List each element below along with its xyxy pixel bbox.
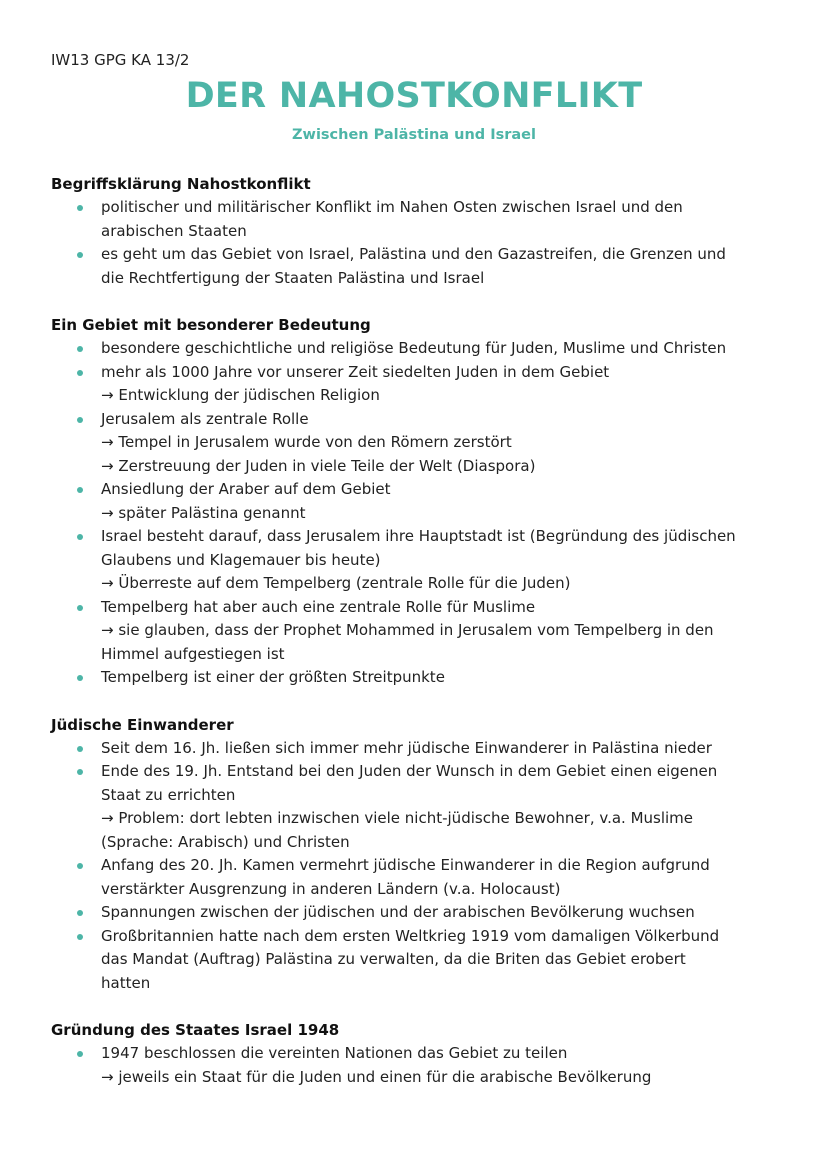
list-item-line: → Entwicklung der jüdischen Religion	[101, 386, 380, 404]
list-item	[51, 196, 791, 243]
list-item-line: Tempelberg ist einer der größten Streitpunkte	[101, 668, 445, 686]
list-item-line: die Rechtfertigung der Staaten Palästina und Israel	[101, 268, 485, 287]
list-item-line: das Mandat (Auftrag) Palästina zu verwalten, da die Briten das Gebiet erobert	[101, 950, 686, 968]
bullet-list	[51, 737, 791, 996]
list-item	[51, 737, 791, 761]
section-besondere-bedeutung	[51, 313, 791, 690]
content	[51, 172, 791, 1112]
list-item-line: → später Palästina genannt	[101, 503, 306, 522]
list-item-line: (Sprache: Arabisch) und Christen	[101, 832, 350, 851]
list-item-line: Ansiedlung der Araber auf dem Gebiet	[101, 480, 391, 498]
list-item-line: Seit dem 16. Jh. ließen sich immer mehr jüdische Einwanderer in Palästina nieder	[101, 738, 712, 757]
list-item-line: hatten	[101, 973, 151, 992]
section-heading: Gründung des Staates Israel 1948	[51, 1021, 340, 1039]
list-item-line: besondere geschichtliche und religiöse Bedeutung für Juden, Muslime und Christen	[101, 339, 727, 357]
list-item	[51, 408, 791, 479]
section-begriffsklaerung	[51, 172, 791, 290]
list-item	[51, 666, 791, 690]
list-item	[51, 596, 791, 667]
list-item	[51, 478, 791, 525]
list-item-line: Himmel aufgestiegen ist	[101, 644, 285, 663]
list-item-line: Ende des 19. Jh. Entstand bei den Juden der Wunsch in dem Gebiet einen eigenen	[101, 762, 718, 780]
list-item-line: Israel besteht darauf, dass Jerusalem ihre Hauptstadt ist (Begründung des jüdischen	[101, 527, 736, 545]
list-item-line: es geht um das Gebiet von Israel, Palästina und den Gazastreifen, die Grenzen und	[101, 245, 726, 263]
list-item	[51, 1042, 791, 1089]
course-code: IW13 GPG KA 13/2	[51, 51, 190, 69]
bullet-list	[51, 196, 791, 290]
list-item	[51, 760, 791, 854]
list-item-line: Großbritannien hatte nach dem ersten Weltkrieg 1919 vom damaligen Völkerbund	[101, 926, 720, 945]
list-item-line: → Tempel in Jerusalem wurde von den Römern zerstört	[101, 433, 512, 451]
list-item-line: → Überreste auf dem Tempelberg (zentrale Rolle für die Juden)	[101, 574, 571, 592]
page-title: DER NAHOSTKONFLIKT	[185, 76, 643, 116]
list-item	[51, 925, 791, 996]
list-item-line: → Problem: dort lebten inzwischen viele nicht-jüdische Bewohner, v.a. Muslime	[101, 809, 694, 827]
list-item-line: → jeweils ein Staat für die Juden und einen für die arabische Bevölkerung	[101, 1067, 652, 1086]
bullet-list	[51, 1042, 791, 1089]
list-item	[51, 525, 791, 596]
list-item	[51, 337, 791, 361]
list-item-line: Spannungen zwischen der jüdischen und der arabischen Bevölkerung wuchsen	[101, 903, 695, 921]
list-item-line: → sie glauben, dass der Prophet Mohammed in Jerusalem vom Tempelberg in den	[101, 621, 714, 639]
list-item	[51, 901, 791, 925]
section-juedische-einwanderer	[51, 713, 791, 996]
page-subtitle: Zwischen Palästina und Israel	[292, 127, 536, 143]
list-item-line: Tempelberg hat aber auch eine zentrale Rolle für Muslime	[101, 597, 536, 616]
section-heading: Begriffsklärung Nahostkonflikt	[51, 175, 311, 193]
section-heading: Ein Gebiet mit besonderer Bedeutung	[51, 316, 371, 334]
list-item-line: Glaubens und Klagemauer bis heute)	[101, 550, 381, 569]
list-item-line: Staat zu errichten	[101, 785, 236, 804]
list-item-line: verstärkter Ausgrenzung in anderen Ländern (v.a. Holocaust)	[101, 879, 561, 898]
list-item	[51, 361, 791, 408]
section-heading: Jüdische Einwanderer	[51, 715, 234, 734]
list-item-line: mehr als 1000 Jahre vor unserer Zeit siedelten Juden in dem Gebiet	[101, 362, 610, 381]
list-item-line: politischer und militärischer Konflikt im Nahen Osten zwischen Israel und den	[101, 198, 683, 216]
bullet-list	[51, 337, 791, 690]
list-item-line: Jerusalem als zentrale Rolle	[101, 409, 309, 428]
list-item	[51, 243, 791, 290]
list-item-line: 1947 beschlossen die vereinten Nationen das Gebiet zu teilen	[101, 1044, 568, 1062]
list-item-line: arabischen Staaten	[101, 221, 247, 240]
section-gruendung-israel	[51, 1018, 791, 1089]
list-item-line: Anfang des 20. Jh. Kamen vermehrt jüdische Einwanderer in die Region aufgrund	[101, 856, 710, 874]
list-item	[51, 854, 791, 901]
list-item-line: → Zerstreuung der Juden in viele Teile der Welt (Diaspora)	[101, 456, 536, 475]
